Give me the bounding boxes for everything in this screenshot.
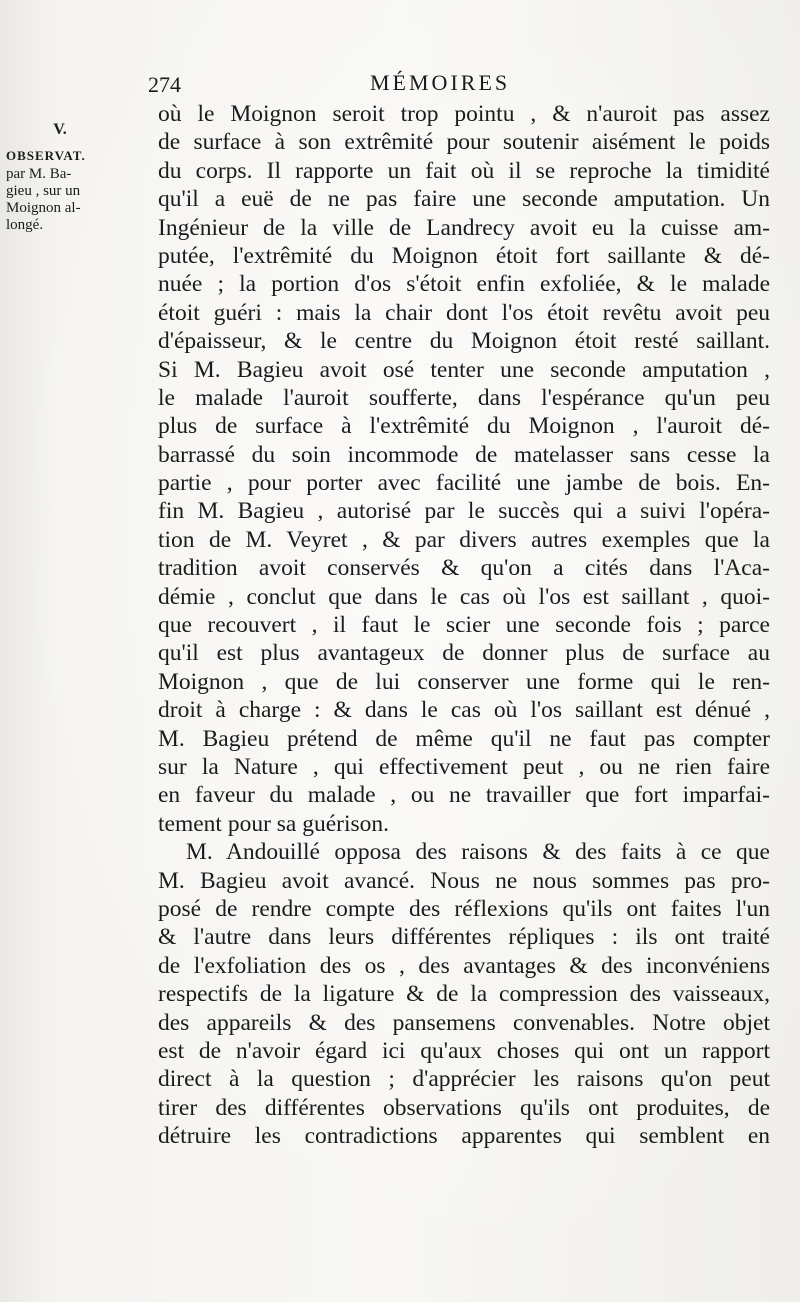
text-line: Si M. Bagieu avoit osé tenter une seconde amputation ,: [158, 356, 770, 383]
text-line: posé de rendre compte des réflexions qu'ils ont faites l'un: [158, 895, 770, 922]
text-line: détruire les contradictions apparentes qui semblent en: [158, 1123, 770, 1150]
margin-note-line: Moignon al-: [6, 200, 81, 216]
text-line: putée, l'extrêmité du Moignon étoit fort saillante & dé-: [158, 242, 770, 269]
text-line: est de n'avoir égard ici qu'aux choses qui ont un rapport: [158, 1037, 770, 1064]
text-line: où le Moignon seroit trop pointu , & n'auroit pas assez: [158, 101, 770, 127]
text-line: tradition avoit conservés & qu'on a cités dans l'Aca-: [158, 555, 770, 582]
text-line: en faveur du malade , ou ne travailler que fort imparfai-: [158, 782, 770, 809]
text-line: tion de M. Veyret , & par divers autres exemples que la: [158, 526, 770, 553]
margin-note-line: gieu , sur un: [6, 183, 81, 199]
observation-title: OBSERVAT.: [6, 148, 86, 163]
text-line: M. Bagieu avoit avancé. Nous ne nous sommes pas pro-: [158, 867, 770, 894]
text-line: Ingénieur de la ville de Landrecy avoit eu la cuisse am-: [158, 214, 770, 241]
margin-note-line: par M. Ba-: [6, 166, 72, 182]
text-line: & l'autre dans leurs différentes répliques : ils ont traité: [158, 924, 770, 951]
text-line: qu'il est plus avantageux de donner plus de surface au: [158, 640, 770, 667]
text-line: direct à la question ; d'apprécier les raisons qu'on peut: [158, 1066, 770, 1093]
margin-note-line: longé.: [6, 217, 44, 233]
text-line: démie , conclut que dans le cas où l'os est saillant , quoi-: [158, 583, 770, 610]
text-line: Moignon , que de lui conserver une forme qui le ren-: [158, 668, 770, 695]
page-header: [148, 72, 768, 102]
margin-note: [6, 120, 134, 234]
text-line: plus de surface à l'extrêmité du Moignon , l'auroit dé-: [158, 413, 770, 440]
page-number: 274: [148, 72, 181, 97]
text-line: de l'exfoliation des os , des avantages & des inconvéniens: [158, 952, 770, 979]
text-line: étoit guéri : mais la chair dont l'os étoit revêtu avoit peu: [158, 299, 770, 326]
text-line: tirer des différentes observations qu'ils ont produites, de: [158, 1094, 770, 1121]
text-line: du corps. Il rapporte un fait où il se reproche la timidité: [158, 157, 770, 184]
text-line: le malade l'auroit soufferte, dans l'espérance qu'un peu: [158, 384, 770, 411]
text-line: d'épaisseur, & le centre du Moignon étoit resté saillant.: [158, 328, 770, 355]
observation-number: V.: [53, 121, 67, 138]
text-line: droit à charge : & dans le cas où l'os saillant est dénué ,: [158, 697, 770, 724]
body-text: [158, 100, 770, 1150]
text-line: qu'il a euë de ne pas faire une seconde amputation. Un: [158, 186, 770, 213]
text-line: barrassé du soin incommode de matelasser sans cesse la: [158, 441, 770, 468]
text-line: des appareils & des pansemens convenables. Notre objet: [158, 1009, 770, 1036]
text-line: que recouvert , il faut le scier une seconde fois ; parce: [158, 612, 770, 639]
text-line: sur la Nature , qui effectivement peut , ou ne rien faire: [158, 753, 770, 780]
text-line: M. Bagieu prétend de même qu'il ne faut pas compter: [158, 725, 770, 752]
text-line: M. Andouillé opposa des raisons & des faits à ce que: [186, 839, 770, 866]
text-line: nuée ; la portion d'os s'étoit enfin exfoliée, & le malade: [158, 271, 770, 298]
text-line: partie , pour porter avec facilité une jambe de bois. En-: [158, 470, 770, 497]
running-title: MÉMOIRES: [370, 70, 511, 95]
text-line: de surface à son extrêmité pour soutenir aisément le poids: [158, 129, 770, 156]
text-line: respectifs de la ligature & de la compression des vaisseaux,: [158, 981, 770, 1008]
text-line: tement pour sa guérison.: [158, 810, 390, 837]
text-line: fin M. Bagieu , autorisé par le succès qui a suivi l'opéra-: [158, 498, 770, 525]
